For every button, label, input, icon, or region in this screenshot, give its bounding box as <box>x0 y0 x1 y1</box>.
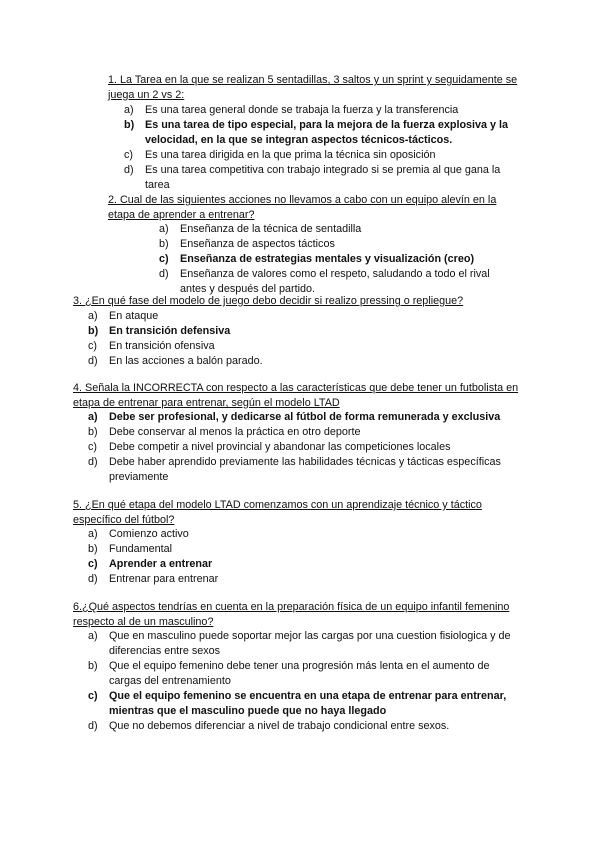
option-1a: a) Es una tarea general donde se trabaja la fuerza y la transferencia <box>124 104 459 116</box>
option-6c-correct: c) Que el equipo femenino se encuentra en una etapa de entrenar para entrenar, mientras que el masculino puede que no haya llegado <box>88 690 507 717</box>
question-6-options <box>88 629 524 734</box>
option-4d: d) Debe haber aprendido previamente las habilidades técnicas y tácticas específicas previamente <box>88 456 501 483</box>
option-6b: b) Que el equipo femenino debe tener una progresión más lenta en el aumento de cargas del entrenamiento <box>88 660 490 687</box>
option-1b-correct: b) Es una tarea de tipo especial, para la mejora de la fuerza explosiva y la velocidad, en la que se integran aspectos técnicos-tácticos. <box>124 119 509 146</box>
option-4b: b) Debe conservar al menos la práctica en otro deporte <box>88 426 361 438</box>
option-5c-correct: c) Aprender a entrenar <box>88 558 213 570</box>
option-6a: a) Que en masculino puede soportar mejor las cargas por una cuestion fisiologica y de diferencias entre sexos <box>88 630 511 657</box>
question-3-options <box>88 309 509 369</box>
option-1c: c) Es una tarea dirigida en la que prima la técnica sin oposición <box>124 149 436 161</box>
option-5d: d) Entrenar para entrenar <box>88 573 219 585</box>
option-3c: c) En transición ofensiva <box>88 340 215 352</box>
option-5a: a) Comienzo activo <box>88 528 189 540</box>
question-4-options <box>88 410 524 485</box>
option-4c: c) Debe competir a nivel provincial y abandonar las competiciones locales <box>88 441 451 453</box>
option-2b: b) Enseñanza de aspectos tácticos <box>159 238 335 250</box>
question-1-options <box>124 103 522 193</box>
question-2: 2. Cual de las siguientes acciones no llevamos a cabo con un equipo alevín en la etapa de aprender a entrenar? <box>108 194 497 221</box>
option-4a-correct: a) Debe ser profesional, y dedicarse al fútbol de forma remunerada y exclusiva <box>88 411 501 423</box>
question-4: 4. Señala la INCORRECTA con respecto a las características que debe tener un futbolista en etapa de entrenar para entrenar, según el modelo LTAD <box>73 382 519 409</box>
question-2-options <box>159 222 510 297</box>
question-5-options <box>88 527 509 587</box>
option-3b-correct: b) En transición defensiva <box>88 325 231 337</box>
option-6d: d) Que no debemos diferenciar a nivel de trabajo condicional entre sexos. <box>88 720 450 732</box>
option-2d: d) Enseñanza de valores como el respeto, saludando a todo el rival antes y después del partido. <box>159 268 490 295</box>
question-5: 5. ¿En qué etapa del modelo LTAD comenzamos con un aprendizaje técnico y táctico específico del fútbol? <box>73 499 482 526</box>
option-2a: a) Enseñanza de la técnica de sentadilla <box>159 223 362 235</box>
option-5b: b) Fundamental <box>88 543 173 555</box>
question-3: 3. ¿En qué fase del modelo de juego debo decidir si realizo pressing o repliegue? <box>73 295 464 307</box>
option-3a: a) En ataque <box>88 310 159 322</box>
option-3d: d) En las acciones a balón parado. <box>88 355 263 367</box>
question-1: 1. La Tarea en la que se realizan 5 sentadillas, 3 saltos y un sprint y seguidamente se juega un 2 vs 2: <box>108 74 518 101</box>
option-2c-correct: c) Enseñanza de estrategias mentales y visualización (creo) <box>159 253 475 265</box>
question-6: 6.¿Qué aspectos tendrías en cuenta en la preparación física de un equipo infantil femenino respecto al de un masculino? <box>73 601 510 628</box>
option-1d: d) Es una tarea competitiva con trabajo integrado si se premia al que gana la tarea <box>124 164 501 191</box>
